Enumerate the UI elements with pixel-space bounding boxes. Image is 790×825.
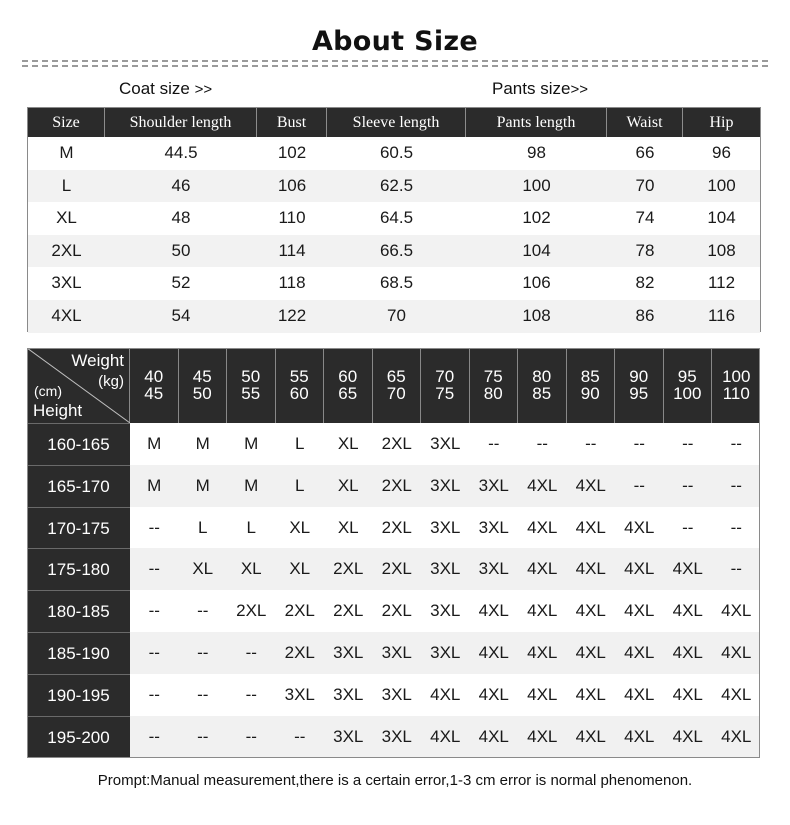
recommended-size-cell: 4XL xyxy=(478,726,509,746)
cell-pants-length: 106 xyxy=(522,273,551,293)
recommended-size-cell: -- xyxy=(245,643,257,662)
recommended-size-cell: 3XL xyxy=(381,684,412,704)
weight-range-low: 80 xyxy=(532,367,552,386)
recommended-size-cell: 4XL xyxy=(624,643,655,662)
recommended-size-cell: 2XL xyxy=(284,601,315,621)
cell-bust: 106 xyxy=(277,175,307,195)
recommended-size-cell: 2XL xyxy=(381,517,412,537)
weight-range-high: 45 xyxy=(144,384,164,403)
recommended-size-cell: 4XL xyxy=(575,559,606,579)
page-title: About Size xyxy=(311,26,479,57)
cell-hip: 100 xyxy=(707,175,736,195)
recommended-size-cell: 4XL xyxy=(721,684,752,704)
recommended-size-cell: 3XL xyxy=(430,475,461,495)
weight-range-high: 85 xyxy=(532,384,552,403)
recommended-size-cell: -- xyxy=(633,434,645,453)
cell-sleeve-length: 62.5 xyxy=(379,175,414,195)
weight-range-header xyxy=(518,348,567,423)
weight-range-header xyxy=(421,348,470,423)
recommended-size-cell: -- xyxy=(148,517,160,537)
size-table-row xyxy=(28,202,760,235)
cell-pants-length: 108 xyxy=(522,306,551,325)
cell-hip: 96 xyxy=(712,143,731,162)
height-range-label: 195-200 xyxy=(27,716,130,758)
measurement-note: Prompt:Manual measurement,there is a certain error,1-3 cm error is normal phenomenon. xyxy=(97,772,693,789)
weight-range-high: 55 xyxy=(241,384,261,403)
cell-size: 2XL xyxy=(51,240,82,260)
coat-size-arrows: >> xyxy=(194,81,213,98)
weight-range-high: 95 xyxy=(629,384,649,403)
recommended-size-cell: 3XL xyxy=(478,517,509,537)
weight-range-high: 90 xyxy=(580,384,600,403)
recommended-size-cell: 4XL xyxy=(527,601,558,621)
weight-range-high: 100 xyxy=(673,384,702,403)
cell-sleeve-length: 68.5 xyxy=(379,273,414,293)
cell-shoulder-length: 50 xyxy=(171,240,191,260)
recommended-size-cell: 4XL xyxy=(624,517,655,537)
weight-range-low: 65 xyxy=(386,367,406,386)
recommended-size-cell: -- xyxy=(197,726,209,746)
weight-range-low: 85 xyxy=(580,367,600,386)
height-row xyxy=(27,507,760,549)
recommended-size-cell: M xyxy=(244,475,259,495)
cell-bust: 118 xyxy=(278,273,306,293)
header-pants-length: Pants length xyxy=(466,108,607,137)
recommended-size-cell: M xyxy=(195,434,210,453)
recommended-size-cell: -- xyxy=(730,434,742,453)
recommended-size-cell: 4XL xyxy=(672,726,703,746)
recommended-size-cell: XL xyxy=(289,559,311,579)
cell-shoulder-length: 46 xyxy=(171,175,191,195)
recommended-size-cell: 4XL xyxy=(575,517,606,537)
cell-size: M xyxy=(59,143,74,162)
cell-hip: 104 xyxy=(707,208,736,228)
recommended-size-cell: 3XL xyxy=(381,726,412,746)
recommended-size-cell: 2XL xyxy=(333,601,364,621)
corner-weight-label: Weight xyxy=(71,351,124,370)
weight-range-header xyxy=(567,348,616,423)
weight-range-header xyxy=(276,348,325,423)
recommended-size-cell: 4XL xyxy=(575,475,606,495)
height-range-label: 175-180 xyxy=(27,548,130,590)
recommended-size-cell: M xyxy=(195,475,210,495)
height-row xyxy=(27,548,760,590)
recommended-size-cell: 4XL xyxy=(624,559,655,579)
cell-size: XL xyxy=(56,208,77,228)
weight-range-header xyxy=(373,348,422,423)
recommended-size-cell: 3XL xyxy=(333,726,364,746)
cell-shoulder-length: 44.5 xyxy=(164,143,198,162)
cell-pants-length: 100 xyxy=(522,175,551,195)
recommended-size-cell: 2XL xyxy=(381,434,412,453)
weight-range-low: 40 xyxy=(144,367,164,386)
pants-size-arrows: >> xyxy=(570,81,588,98)
cell-waist: 66 xyxy=(635,143,655,162)
recommended-size-cell: XL xyxy=(192,559,214,579)
recommended-size-cell: 3XL xyxy=(478,475,509,495)
cell-waist: 70 xyxy=(635,175,655,195)
cell-size: 3XL xyxy=(51,273,82,293)
recommended-size-cell: 3XL xyxy=(430,434,461,453)
size-table-row xyxy=(28,267,760,300)
recommended-size-cell: M xyxy=(147,434,162,453)
cell-sleeve-length: 64.5 xyxy=(379,208,414,228)
recommended-size-cell: -- xyxy=(148,601,160,621)
recommended-size-cell: 4XL xyxy=(527,517,558,537)
cell-hip: 108 xyxy=(707,240,736,260)
recommended-size-cell: -- xyxy=(148,726,160,746)
weight-range-header xyxy=(324,348,373,423)
recommended-size-cell: 3XL xyxy=(430,601,461,621)
weight-range-high: 50 xyxy=(192,384,212,403)
recommended-size-cell: 4XL xyxy=(527,643,558,662)
weight-range-header xyxy=(712,348,761,423)
recommended-size-cell: M xyxy=(147,475,162,495)
recommended-size-cell: 3XL xyxy=(333,684,364,704)
divider-bottom xyxy=(22,65,768,67)
weight-range-high: 80 xyxy=(483,384,503,403)
recommended-size-cell: 4XL xyxy=(527,475,558,495)
recommended-size-cell: -- xyxy=(197,684,209,704)
weight-range-low: 95 xyxy=(677,367,697,386)
recommended-size-cell: 4XL xyxy=(575,684,606,704)
height-row xyxy=(27,674,760,716)
recommended-size-cell: 3XL xyxy=(430,517,461,537)
recommended-size-cell: 4XL xyxy=(721,643,752,662)
coat-size-label xyxy=(119,79,212,99)
height-row xyxy=(27,716,760,758)
recommended-size-cell: 3XL xyxy=(430,643,461,662)
cell-hip: 112 xyxy=(707,273,736,293)
cell-waist: 74 xyxy=(635,208,655,228)
weight-range-header xyxy=(179,348,228,423)
recommended-size-cell: L xyxy=(295,475,305,495)
weight-range-high: 65 xyxy=(338,384,358,403)
cell-sleeve-length: 60.5 xyxy=(379,143,414,162)
recommended-size-cell: -- xyxy=(197,643,209,662)
recommended-size-cell: -- xyxy=(730,475,742,495)
recommended-size-cell: -- xyxy=(633,475,645,495)
recommended-size-cell: 4XL xyxy=(478,643,509,662)
cell-shoulder-length: 48 xyxy=(171,208,191,228)
weight-range-high: 110 xyxy=(722,384,750,403)
cell-pants-length: 104 xyxy=(522,240,551,260)
cell-sleeve-length: 66.5 xyxy=(379,240,414,260)
cell-size: 4XL xyxy=(51,306,82,325)
header-hip: Hip xyxy=(709,114,734,131)
recommended-size-cell: -- xyxy=(294,726,306,746)
recommended-size-cell: -- xyxy=(245,726,257,746)
recommended-size-cell: 2XL xyxy=(333,559,364,579)
cell-pants-length: 102 xyxy=(522,208,551,228)
header-size: Size xyxy=(28,108,105,137)
corner-cm-label: (cm) xyxy=(34,383,62,399)
pants-size-label xyxy=(492,79,588,99)
recommended-size-cell: -- xyxy=(682,475,694,495)
cell-bust: 110 xyxy=(278,208,306,228)
recommended-size-cell: -- xyxy=(197,601,209,621)
recommended-size-cell: 4XL xyxy=(575,601,606,621)
weight-range-header xyxy=(664,348,713,423)
recommended-size-cell: L xyxy=(295,434,305,453)
weight-range-header xyxy=(470,348,519,423)
cell-waist: 78 xyxy=(635,240,655,260)
recommended-size-cell: L xyxy=(198,517,208,537)
height-row xyxy=(27,632,760,674)
recommended-size-cell: 4XL xyxy=(430,684,461,704)
header-shoulder-length: Shoulder length xyxy=(105,108,257,137)
recommended-size-cell: 4XL xyxy=(478,601,509,621)
corner-kg-label: (kg) xyxy=(98,373,124,390)
height-row xyxy=(27,423,760,465)
height-range-label: 170-175 xyxy=(27,507,130,549)
recommended-size-cell: 2XL xyxy=(381,559,412,579)
recommended-size-cell: -- xyxy=(730,559,742,579)
header-waist: Waist xyxy=(607,108,683,137)
size-table-row xyxy=(28,235,760,268)
weight-range-low: 90 xyxy=(629,367,649,386)
recommended-size-cell: 3XL xyxy=(381,643,412,662)
weight-range-low: 50 xyxy=(241,367,261,386)
weight-range-low: 70 xyxy=(435,367,455,386)
weight-height-table xyxy=(27,348,760,758)
weight-range-low: 55 xyxy=(289,367,309,386)
cell-shoulder-length: 54 xyxy=(171,306,191,325)
recommended-size-cell: 2XL xyxy=(381,475,412,495)
weight-range-low: 100 xyxy=(722,367,751,386)
recommended-size-cell: XL xyxy=(337,517,359,537)
height-range-label: 160-165 xyxy=(27,423,130,465)
recommended-size-cell: XL xyxy=(337,475,359,495)
recommended-size-cell: 3XL xyxy=(333,643,364,662)
header-sleeve-length: Sleeve length xyxy=(327,108,466,137)
recommended-size-cell: -- xyxy=(245,684,257,704)
weight-range-header xyxy=(615,348,664,423)
cell-hip: 116 xyxy=(707,306,736,325)
size-table-row xyxy=(28,137,760,170)
recommended-size-cell: 3XL xyxy=(284,684,315,704)
recommended-size-cell: 2XL xyxy=(284,643,315,662)
recommended-size-cell: XL xyxy=(337,434,359,453)
cell-bust: 122 xyxy=(277,306,307,325)
height-row xyxy=(27,465,760,507)
size-table-header xyxy=(28,108,760,137)
corner-height-label: Height xyxy=(33,401,83,420)
recommended-size-cell: 2XL xyxy=(236,601,267,621)
recommended-size-cell: M xyxy=(244,434,259,453)
weight-range-low: 60 xyxy=(338,367,358,386)
cell-shoulder-length: 52 xyxy=(171,273,191,293)
recommended-size-cell: -- xyxy=(682,517,694,537)
recommended-size-cell: 3XL xyxy=(478,559,509,579)
recommended-size-cell: 4XL xyxy=(672,684,703,704)
weight-columns xyxy=(130,348,761,423)
recommended-size-cell: -- xyxy=(682,434,694,453)
weight-range-low: 45 xyxy=(192,367,212,386)
recommended-size-cell: -- xyxy=(585,434,597,453)
recommended-size-cell: 2XL xyxy=(381,601,412,621)
height-range-label: 190-195 xyxy=(27,674,130,716)
size-measurement-table xyxy=(27,107,761,332)
cell-bust: 102 xyxy=(277,143,307,162)
recommended-size-cell: XL xyxy=(240,559,262,579)
weight-range-low: 75 xyxy=(483,367,503,386)
recommended-size-cell: 4XL xyxy=(527,559,558,579)
weight-header-row xyxy=(27,348,760,423)
weight-range-header xyxy=(227,348,276,423)
cell-pants-length: 98 xyxy=(527,143,546,162)
height-range-label: 180-185 xyxy=(27,590,130,632)
weight-range-high: 70 xyxy=(386,384,406,403)
height-row xyxy=(27,590,760,632)
recommended-size-cell: 3XL xyxy=(430,559,461,579)
corner-cell xyxy=(27,348,130,423)
cell-waist: 86 xyxy=(635,306,655,325)
recommended-size-cell: 4XL xyxy=(624,726,655,746)
recommended-size-cell: -- xyxy=(536,434,548,453)
recommended-size-cell: 4XL xyxy=(721,726,752,746)
recommended-size-cell: 4XL xyxy=(575,643,606,662)
header-bust: Bust xyxy=(257,108,327,137)
recommended-size-cell: -- xyxy=(148,559,160,579)
recommended-size-cell: -- xyxy=(148,684,160,704)
recommended-size-cell: -- xyxy=(488,434,500,453)
recommended-size-cell: 4XL xyxy=(721,601,752,621)
recommended-size-cell: 4XL xyxy=(478,684,509,704)
weight-range-high: 60 xyxy=(289,384,309,403)
recommended-size-cell: 4XL xyxy=(430,726,461,746)
pants-size-text: Pants size xyxy=(492,79,571,98)
cell-bust: 114 xyxy=(278,240,306,260)
height-range-label: 185-190 xyxy=(27,632,130,674)
cell-size: L xyxy=(61,175,72,195)
recommended-size-cell: 4XL xyxy=(672,601,703,621)
height-range-label: 165-170 xyxy=(27,465,130,507)
recommended-size-cell: 4XL xyxy=(624,601,655,621)
recommended-size-cell: 4XL xyxy=(624,684,655,704)
recommended-size-cell: 4XL xyxy=(672,559,703,579)
recommended-size-cell: 4XL xyxy=(527,684,558,704)
recommended-size-cell: 4XL xyxy=(575,726,606,746)
recommended-size-cell: L xyxy=(246,517,256,537)
cell-waist: 82 xyxy=(635,273,655,293)
cell-sleeve-length: 70 xyxy=(387,306,406,325)
recommended-size-cell: -- xyxy=(148,643,160,662)
coat-size-text: Coat size xyxy=(119,79,190,98)
recommended-size-cell: XL xyxy=(289,517,311,537)
weight-range-header xyxy=(130,348,179,423)
size-table-row xyxy=(28,300,760,333)
size-table-row xyxy=(28,170,760,203)
recommended-size-cell: 4XL xyxy=(672,643,703,662)
recommended-size-cell: 4XL xyxy=(527,726,558,746)
recommended-size-cell: -- xyxy=(730,517,742,537)
divider-top xyxy=(22,60,768,62)
weight-range-high: 75 xyxy=(435,384,455,403)
